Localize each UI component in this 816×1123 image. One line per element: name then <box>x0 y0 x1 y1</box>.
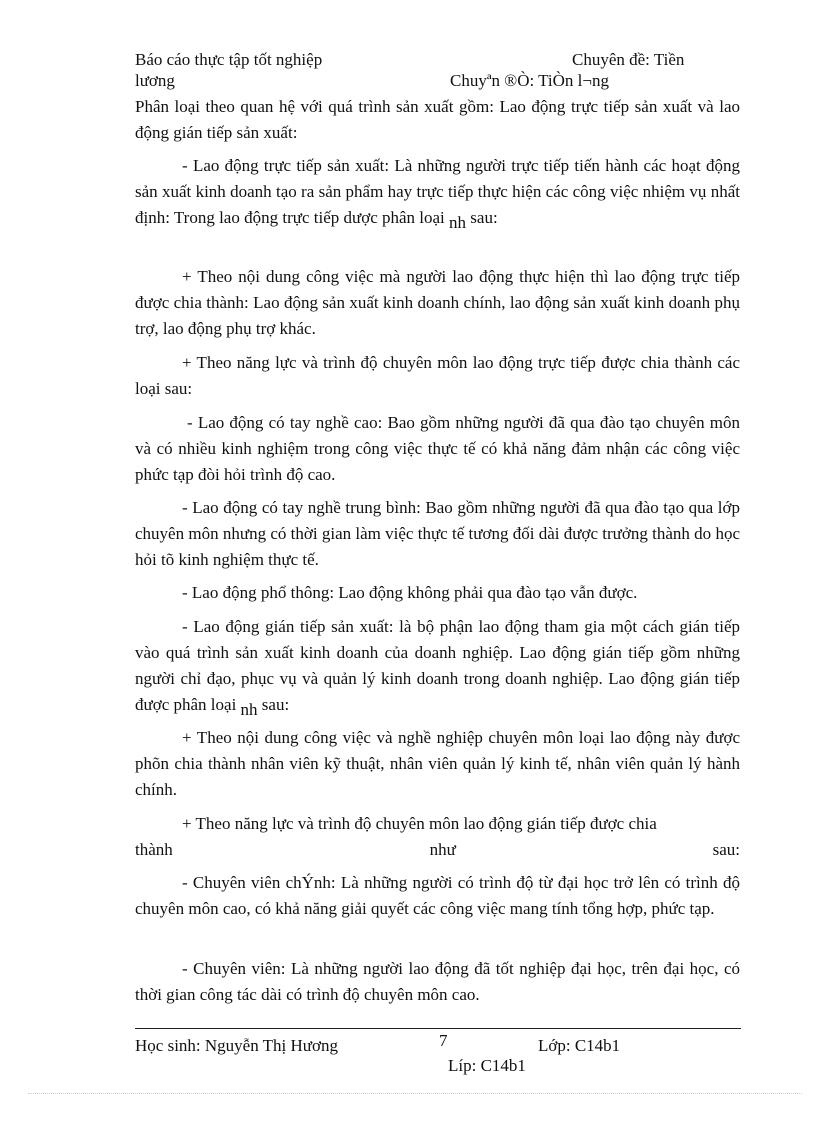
paragraph-1: Phân loại theo quan hệ với quá trình sản xuất gồm: Lao động trực tiếp sản xuất và lao động gián tiếp sản xuất: <box>135 97 740 142</box>
header-garbled-center: Chuyªn ®Ò: TiÒn l¬ng <box>450 71 609 90</box>
footer-page-number: 7 <box>439 1031 448 1050</box>
paragraph-7: - Lao động phổ thông: Lao động không phải qua đào tạo vẫn được. <box>182 583 638 602</box>
paragraph-5: - Lao động có tay nghề cao: Bao gồm những người đã qua đào tạo chuyên môn và có nhiều kinh nghiệm trong công việc thực tế có khả năng đảm nhận các công việc phức tạp đòi hỏi trình độ cao. <box>135 413 740 484</box>
paragraph-8-nh: nh <box>240 700 258 719</box>
paragraph-8-end: sau: <box>261 695 290 714</box>
paragraph-8 <box>135 614 740 718</box>
paragraph-2-text: - Lao động trực tiếp sản xuất: Là những người trực tiếp tiến hành các hoạt động sản xuất kinh doanh tạo ra sản phẩm hay trực tiếp thực hiện các công việc nhiệm vụ nhất định: Trong lao động trực tiếp dược phân loại <box>135 156 740 227</box>
paragraph-11: - Chuyên viên chÝnh: Là những người có trình độ từ đại học trở lên có trình độ chuyên môn cao, có khả năng giải quyết các công việc mang tính tổng hợp, phức tạp. <box>135 873 740 918</box>
page-bottom-dotted-line <box>28 1093 802 1094</box>
paragraph-4: + Theo năng lực và trình độ chuyên môn lao động trực tiếp được chia thành các loại sau: <box>135 353 740 398</box>
paragraph-6: - Lao động có tay nghề trung bình: Bao gồm những người đã qua đào tạo qua lớp chuyên môn nhưng có thời gian làm việc thực tế tương đối dài được trưởng thành do học hỏi tõ kinh nghiệm thực tế. <box>135 498 740 569</box>
footer-student: Học sinh: Nguyễn Thị Hương <box>135 1036 338 1055</box>
header-left-line2: lương <box>135 71 175 90</box>
header-left-line1: Báo cáo thực tập tốt nghiệp <box>135 50 323 69</box>
paragraph-10-line2 <box>135 837 740 863</box>
paragraph-8-text: - Lao động gián tiếp sản xuất: là bộ phận lao động tham gia một cách gián tiếp vào quá trình sản xuất kinh doanh của doanh nghiệp. Lao động gián tiếp gồm những người chỉ đạo, phục vụ và quản lý kinh doanh trong doanh nghiệp. Lao động gián tiếp được phân loại <box>135 617 740 714</box>
paragraph-10-word-sau: sau: <box>712 840 740 859</box>
footer-class-garbled: Líp: C14b1 <box>448 1056 526 1075</box>
paragraph-9: + Theo nội dung công việc và nghề nghiệp chuyên môn loại lao động này được phõn chia thành nhân viên kỹ thuật, nhân viên quản lý kinh tế, nhân viên quản lý hành chính. <box>135 728 740 799</box>
paragraph-10-word-nhu: như <box>429 840 456 859</box>
paragraph-10-word-thanh: thành <box>135 840 173 859</box>
paragraph-2 <box>135 153 740 231</box>
paragraph-3: + Theo nội dung công việc mà người lao động thực hiện thì lao động trực tiếp được chia thành: Lao động sản xuất kinh doanh chính, lao động sản xuất kinh doanh phụ trợ, lao động phụ trợ khác. <box>135 267 740 338</box>
paragraph-12: - Chuyên viên: Là những người lao động đã tốt nghiệp đại học, trên đại học, có thời gian công tác dài có trình độ chuyên môn cao. <box>135 959 740 1004</box>
paragraph-10-line1: + Theo năng lực và trình độ chuyên môn lao động gián tiếp được chia <box>182 814 657 833</box>
header-right-line1: Chuyên đề: Tiền <box>572 50 685 69</box>
paragraph-2-nh: nh <box>449 213 467 232</box>
footer-class: Lớp: C14b1 <box>538 1036 621 1055</box>
paragraph-2-end: sau: <box>470 208 498 227</box>
footer-divider <box>135 1028 741 1029</box>
